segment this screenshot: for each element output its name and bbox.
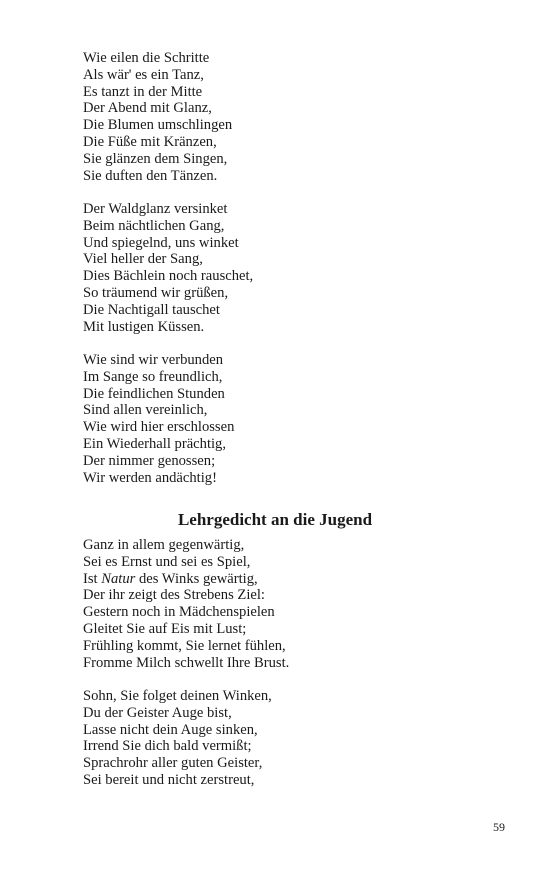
poem1-stanza-3 xyxy=(83,352,234,486)
verse-text: des Winks gewärtig, xyxy=(135,570,258,587)
verse-line: Es tanzt in der Mitte xyxy=(83,83,203,100)
verse-line: Mit lustigen Küssen. xyxy=(83,318,205,335)
verse-line: Gestern noch in Mädchenspielen xyxy=(83,604,275,621)
verse-line: Wie eilen die Schritte xyxy=(83,50,210,66)
verse-line: Die feindlichen Stunden xyxy=(83,385,225,402)
verse-line: Viel heller der Sang, xyxy=(83,251,203,268)
verse-line: Wir werden andächtig! xyxy=(83,469,217,486)
verse-line: Die Blumen umschlingen xyxy=(83,117,233,134)
verse-line: Frühling kommt, Sie lernet fühlen, xyxy=(83,637,286,654)
verse-line: Und spiegelnd, uns winket xyxy=(83,234,239,251)
verse-line: Ein Wiederhall prächtig, xyxy=(83,435,227,452)
verse-line: Der Abend mit Glanz, xyxy=(83,100,212,117)
verse-line: Sprachrohr aller guten Geister, xyxy=(83,755,263,772)
verse-line: Wie sind wir verbunden xyxy=(83,352,224,368)
verse-line: Fromme Milch schwellt Ihre Brust. xyxy=(83,654,290,671)
verse-line: Sie glänzen dem Singen, xyxy=(83,150,228,167)
verse-line: Irrend Sie dich bald vermißt; xyxy=(83,738,252,755)
verse-line: Der nimmer genossen; xyxy=(83,452,216,469)
verse-line: Gleitet Sie auf Eis mit Lust; xyxy=(83,620,247,637)
verse-line: Sohn, Sie folget deinen Winken, xyxy=(83,688,272,704)
verse-line: Im Sange so freundlich, xyxy=(83,368,223,385)
verse-line: Der Waldglanz versinket xyxy=(83,201,228,217)
verse-line: Die Nachtigall tauschet xyxy=(83,301,220,318)
verse-line: Sie duften den Tänzen. xyxy=(83,167,218,184)
verse-line xyxy=(83,571,289,588)
verse-line: Sei es Ernst und sei es Spiel, xyxy=(83,553,251,570)
verse-text: Ist xyxy=(83,570,102,587)
verse-line: So träumend wir grüßen, xyxy=(83,284,229,301)
verse-line: Du der Geister Auge bist, xyxy=(83,704,232,721)
verse-line: Dies Bächlein noch rauschet, xyxy=(83,268,254,285)
poem2-stanza-2 xyxy=(83,688,272,789)
poem1-stanza-1 xyxy=(83,50,232,184)
verse-line: Die Füße mit Kränzen, xyxy=(83,133,217,150)
verse-line: Der ihr zeigt des Strebens Ziel: xyxy=(83,587,265,604)
verse-line: Lasse nicht dein Auge sinken, xyxy=(83,721,258,738)
verse-line: Ganz in allem gegenwärtig, xyxy=(83,537,245,553)
poem-title: Lehrgedicht an die Jugend xyxy=(177,510,373,529)
poem2-stanza-1 xyxy=(83,537,289,671)
verse-line: Sei bereit und nicht zerstreut, xyxy=(83,771,255,788)
verse-line: Beim nächtlichen Gang, xyxy=(83,217,225,234)
verse-line: Wie wird hier erschlossen xyxy=(83,419,235,436)
emphasized-word: Natur xyxy=(101,570,136,587)
poem1-stanza-2 xyxy=(83,201,253,335)
page-number: 59 xyxy=(493,820,505,834)
verse-line: Sind allen vereinlich, xyxy=(83,402,208,419)
verse-line: Als wär' es ein Tanz, xyxy=(83,66,204,83)
